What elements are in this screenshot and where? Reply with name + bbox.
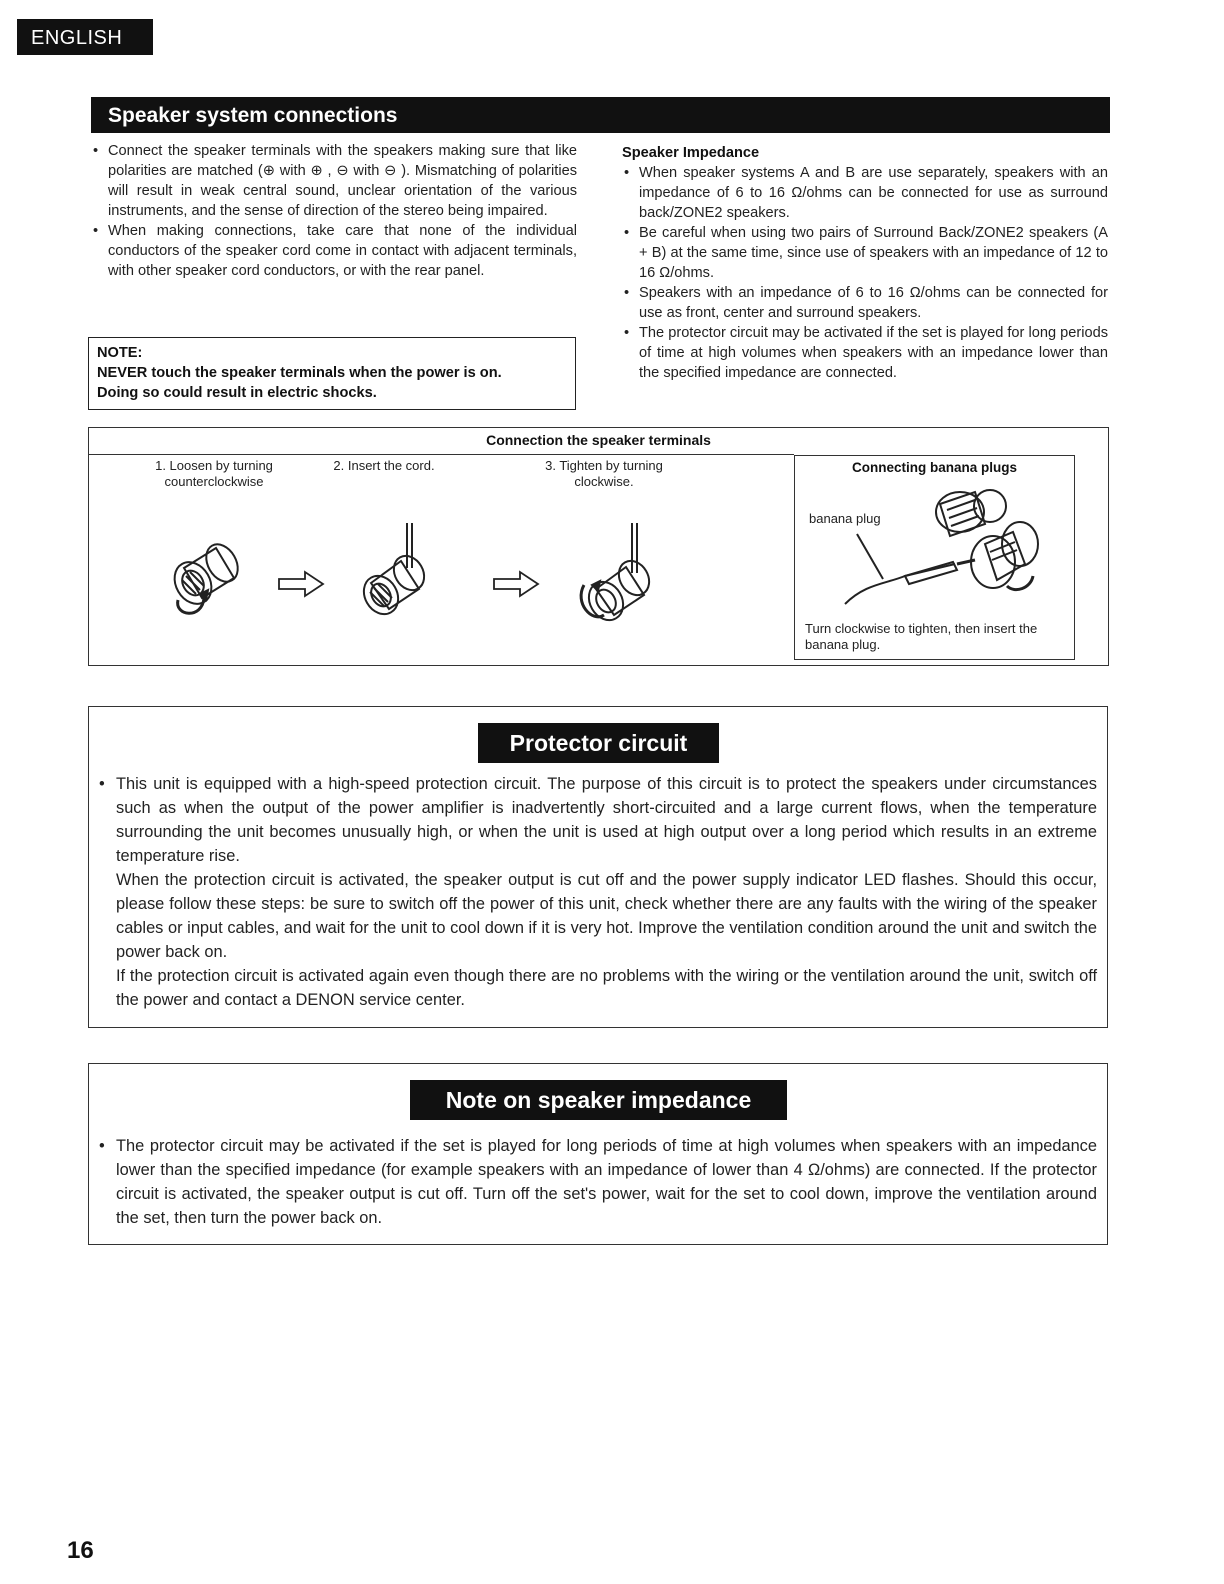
speaker-left-column	[91, 141, 577, 281]
terminal-tighten-icon	[574, 523, 664, 628]
protector-paragraph: • This unit is equipped with a high-speed protection circuit. The purpose of this circuit is to protect the speakers under circumstances such as when the output of the power amplifier is inadvertently short-circuited and a large current flows, when the temperature surrounding the unit becomes unusually high, or when the unit is used at high output over a long period which results in an extreme temperature rise.	[97, 772, 1097, 868]
speaker-impedance-column	[622, 143, 1108, 383]
note-box	[88, 337, 576, 410]
terminal-loosen-icon	[164, 528, 254, 623]
protector-circuit-box	[88, 706, 1108, 1028]
list-item: • The protector circuit may be activated if the set is played for long periods of time at high volumes when speakers with an impedance lower than the specified impedance are connected.	[622, 323, 1108, 383]
arrow-right-icon	[277, 569, 327, 599]
protector-title: Protector circuit	[478, 723, 719, 763]
impedance-note-box	[88, 1063, 1108, 1245]
protector-paragraph: If the protection circuit is activated again even though there are no problems with the wiring or the ventilation around the unit, switch off the power and contact a DENON service center.	[116, 967, 1097, 1009]
banana-plug-label: banana plug	[809, 511, 881, 526]
step-3-line-1: 3. Tighten by turning	[545, 458, 663, 473]
step-3-line-2: clockwise.	[574, 474, 634, 489]
step-2-caption: 2. Insert the cord.	[333, 458, 435, 473]
terminal-insert-icon	[357, 523, 437, 623]
protector-text	[97, 772, 1097, 1012]
list-item: • Connect the speaker terminals with the speakers making sure that like polarities are matched (⊕ with ⊕ , ⊖ with ⊖ ). Mismatching of polarities will result in weak central sound, unclear orientation of the various instruments, and the sense of direction of the stereo being impaired.	[91, 141, 577, 221]
list-item: • When speaker systems A and B are use separately, speakers with an impedance of 6 to 16 Ω/ohms can be connected for use as surround back/ZONE2 speakers.	[622, 163, 1108, 223]
banana-panel-title: Connecting banana plugs	[851, 460, 1017, 475]
banana-plug-panel	[794, 455, 1075, 660]
impedance-note-text	[97, 1134, 1097, 1230]
impedance-heading: Speaker Impedance	[622, 145, 760, 161]
step-1-caption	[119, 458, 309, 490]
note-title: NOTE:	[97, 345, 143, 361]
step-1-line-1: 1. Loosen by turning	[155, 458, 273, 473]
speaker-section-title: Speaker system connections	[91, 97, 1110, 133]
arrow-right-icon	[492, 569, 542, 599]
language-tab: ENGLISH	[17, 19, 153, 55]
note-line-1: NEVER touch the speaker terminals when the power is on.	[97, 365, 502, 381]
list-item: • When making connections, take care that none of the individual conductors of the speaker cord come in contact with adjacent terminals, with other speaker cord conductors, or with the rear panel.	[91, 221, 577, 281]
step-3-caption	[519, 458, 689, 490]
diagram-divider	[89, 454, 794, 455]
impedance-paragraph: • The protector circuit may be activated if the set is played for long periods of time at high volumes when speakers with an impedance lower than the specified impedance (for example speakers with an impedance of lower than 4 Ω/ohms) are connected. If the protector circuit is activated, the speaker output is cut off. Turn off the set's power, wait for the set to cool down, improve the ventilation around the set, then turn the power back on.	[97, 1134, 1097, 1230]
banana-caption: Turn clockwise to tighten, then insert the banana plug.	[805, 621, 1038, 652]
list-item: • Speakers with an impedance of 6 to 16 Ω/ohms can be connected for use as front, center and surround speakers.	[622, 283, 1108, 323]
protector-paragraph: When the protection circuit is activated, the speaker output is cut off and the power supply indicator LED flashes. Should this occur, please follow these steps: be sure to switch off the power of this unit, check whether there are any faults with the wiring of the speaker cables or input cables, and wait for the unit to cool down if it is very hot. Improve the ventilation condition around the unit and switch the power back on.	[116, 871, 1097, 961]
page-number: 16	[67, 1537, 94, 1564]
list-item: • Be careful when using two pairs of Surround Back/ZONE2 speakers (A + B) at the same time, since use of speakers with an impedance of 12 to 16 Ω/ohms.	[622, 223, 1108, 283]
impedance-note-title: Note on speaker impedance	[410, 1080, 787, 1120]
terminal-diagram	[88, 427, 1109, 666]
banana-plug-icon	[835, 484, 1065, 616]
step-1-line-2: counterclockwise	[164, 474, 264, 489]
note-line-2: Doing so could result in electric shocks.	[97, 385, 377, 401]
diagram-title: Connection the speaker terminals	[486, 432, 711, 448]
